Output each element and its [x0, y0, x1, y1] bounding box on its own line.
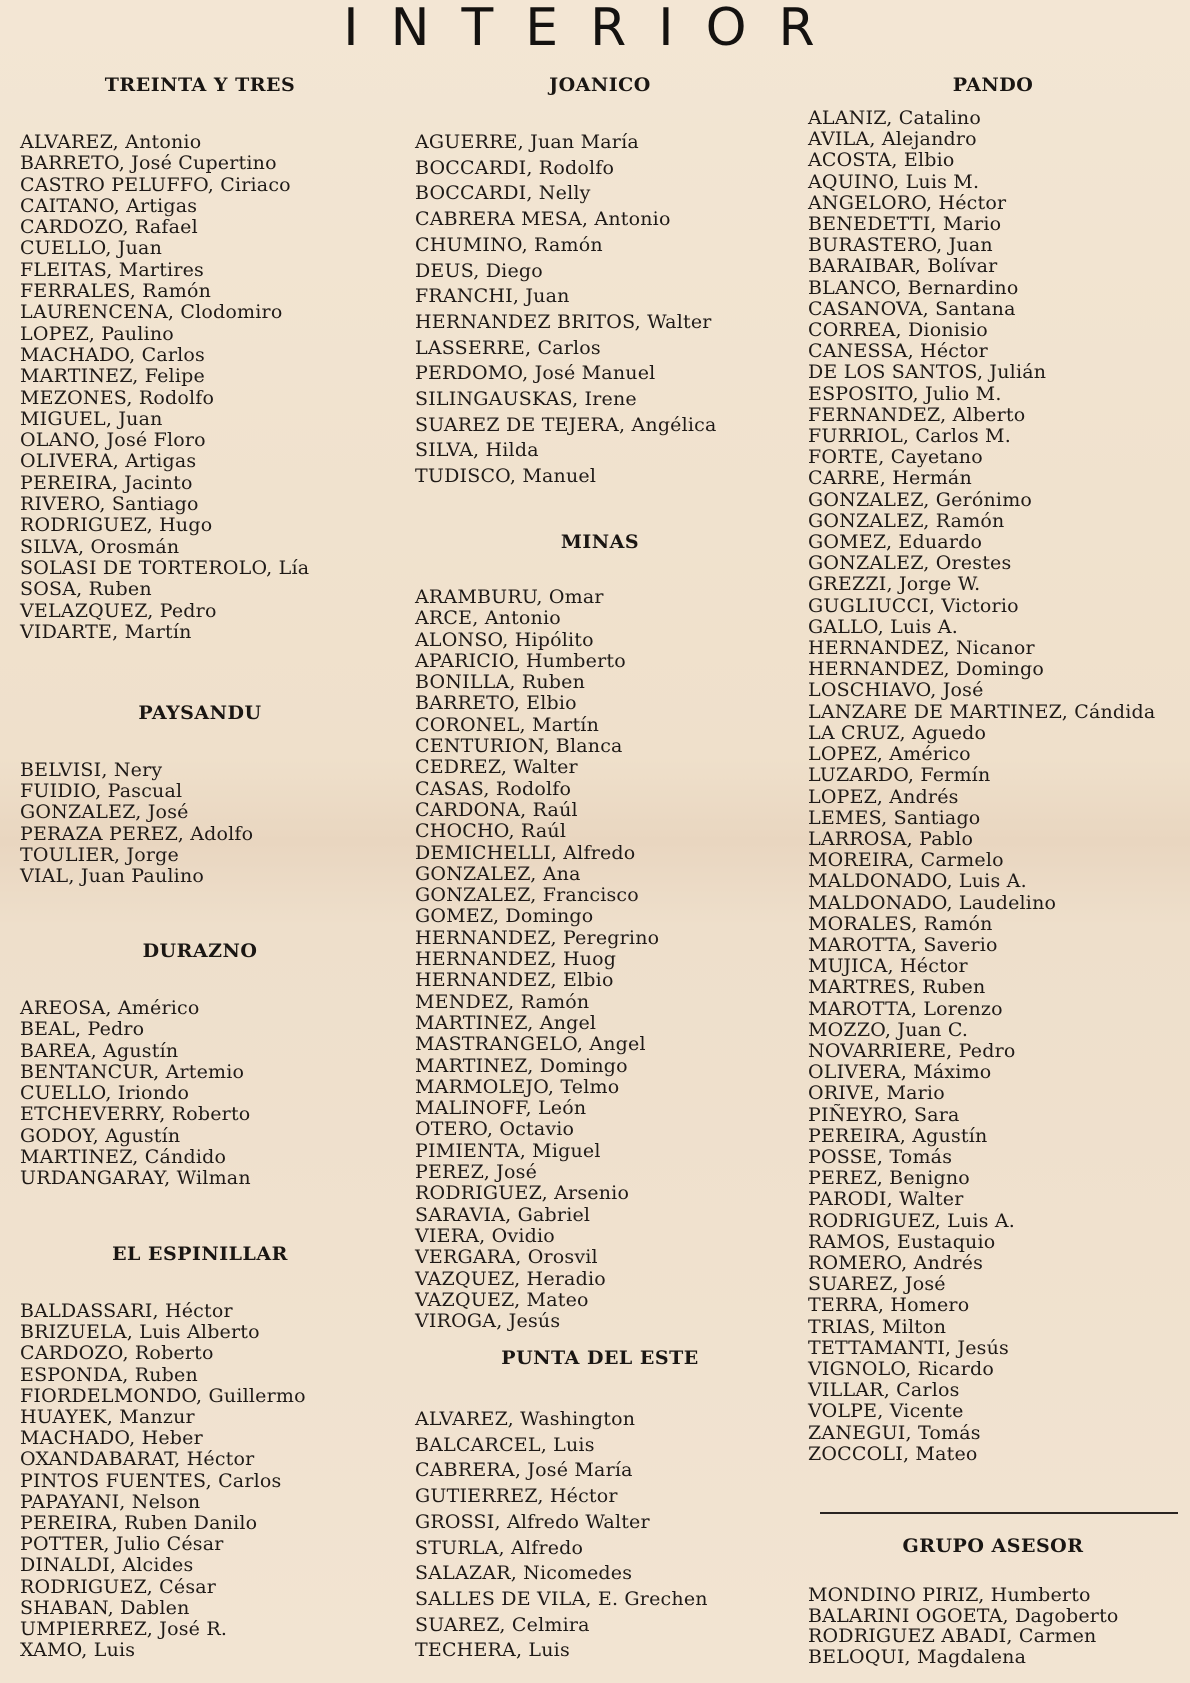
list-item: VAZQUEZ, Mateo — [415, 1288, 589, 1311]
list-item: FLEITAS, Martires — [20, 258, 205, 281]
list-item: GUGLIUCCI, Victorio — [808, 594, 1019, 617]
list-item: PEREIRA, Ruben Danilo — [20, 1512, 258, 1535]
list-item: CORONEL, Martín — [415, 713, 600, 736]
list-item: SILVA, Orosmán — [20, 535, 180, 558]
list-item: VIAL, Juan Paulino — [20, 865, 205, 888]
list-item: GONZALEZ, Ana — [415, 862, 581, 885]
list-item: LOPEZ, Américo — [808, 743, 971, 766]
list-item: GONZALEZ, José — [20, 801, 189, 824]
list-item: MACHADO, Heber — [20, 1427, 203, 1450]
list-item: MAROTTA, Saverio — [808, 933, 998, 956]
list-item: CENTURION, Blanca — [415, 735, 623, 758]
list-item: VIDARTE, Martín — [20, 620, 192, 643]
list-item: VOLPE, Vicente — [808, 1400, 964, 1423]
list-item: RIVERO, Santiago — [20, 493, 199, 516]
section-punta-del-este — [415, 1347, 785, 1664]
list-item: FERNANDEZ, Alberto — [808, 403, 1026, 426]
list-item: PEREZ, José — [415, 1161, 538, 1184]
list-item: DINALDI, Alcides — [20, 1554, 194, 1577]
section-heading: PAYSANDU — [138, 702, 262, 724]
list-item: FRANCHI, Juan — [415, 285, 570, 308]
list-item: RODRIGUEZ ABADI, Carmen — [808, 1625, 1097, 1647]
section-heading: GRUPO ASESOR — [902, 1535, 1084, 1557]
list-item: TRIAS, Milton — [808, 1315, 947, 1338]
section-grupo-asesor — [808, 1535, 1178, 1667]
list-item: VIERA, Ovidio — [415, 1224, 555, 1247]
list-item: CEDREZ, Walter — [415, 756, 578, 779]
list-item: CASAS, Rodolfo — [415, 777, 572, 800]
list-item: GONZALEZ, Gerónimo — [808, 488, 1033, 511]
list-item: CARDOZO, Roberto — [20, 1342, 214, 1365]
list-item: MACHADO, Carlos — [20, 343, 205, 366]
list-item: LUZARDO, Fermín — [808, 764, 991, 787]
name-list — [20, 1301, 380, 1661]
list-item: CORREA, Dionisio — [808, 319, 988, 342]
list-item: CUELLO, Juan — [20, 237, 163, 260]
list-item: DE LOS SANTOS, Julián — [808, 361, 1047, 384]
list-item: AGUERRE, Juan María — [415, 131, 639, 153]
list-item: LOPEZ, Andrés — [808, 785, 959, 808]
list-item: CASTRO PELUFFO, Ciriaco — [20, 173, 291, 196]
list-item: BARRETO, Elbio — [415, 692, 577, 715]
list-item: LARROSA, Pablo — [808, 827, 974, 850]
list-item: ALVAREZ, Washington — [415, 1408, 636, 1430]
list-item: MAROTTA, Lorenzo — [808, 997, 1003, 1020]
list-item: MARMOLEJO, Telmo — [415, 1075, 620, 1098]
list-item: GONZALEZ, Francisco — [415, 884, 639, 907]
name-list — [415, 1407, 785, 1664]
list-item: ESPOSITO, Julio M. — [808, 382, 1002, 405]
section-heading: PANDO — [952, 74, 1034, 96]
list-item: AVILA, Alejandro — [808, 128, 977, 151]
list-item: MOZZO, Juan C. — [808, 1018, 969, 1041]
list-item: XAMO, Luis — [20, 1639, 136, 1662]
list-item: TOULIER, Jorge — [20, 843, 179, 866]
list-item: ALVAREZ, Antonio — [20, 131, 202, 153]
section-joanico — [415, 74, 785, 490]
list-item: PARODI, Walter — [808, 1188, 964, 1211]
list-item: BOCCARDI, Rodolfo — [415, 156, 615, 179]
list-item: MOREIRA, Carmelo — [808, 849, 1004, 872]
list-item: HERNANDEZ, Elbio — [415, 969, 614, 992]
list-item: MARTRES, Ruben — [808, 976, 986, 999]
list-item: RAMOS, Eustaquio — [808, 1230, 996, 1253]
name-list — [415, 587, 785, 1332]
list-item: TECHERA, Luis — [415, 1639, 570, 1662]
list-item: ALANIZ, Catalino — [808, 107, 981, 129]
list-item: MARTINEZ, Domingo — [415, 1054, 628, 1077]
section-treinta-y-tres — [20, 74, 380, 643]
list-item: ORIVE, Mario — [808, 1082, 945, 1105]
name-list — [20, 998, 380, 1190]
list-item: RODRIGUEZ, Luis A. — [808, 1209, 1016, 1232]
list-item: BRIZUELA, Luis Alberto — [20, 1321, 260, 1344]
list-item: CASANOVA, Santana — [808, 297, 1016, 320]
list-item: GUTIERREZ, Héctor — [415, 1485, 618, 1508]
list-item: CANESSA, Héctor — [808, 340, 988, 363]
section-minas — [415, 531, 785, 1332]
list-item: HERNANDEZ, Peregrino — [415, 926, 660, 949]
list-item: UMPIERREZ, José R. — [20, 1618, 228, 1641]
list-item: MENDEZ, Ramón — [415, 990, 590, 1013]
list-item: CARDOZO, Rafael — [20, 216, 198, 239]
list-item: FUIDIO, Pascual — [20, 780, 183, 803]
list-item: PAPAYANI, Nelson — [20, 1490, 201, 1513]
list-item: MALINOFF, León — [415, 1097, 587, 1120]
list-item: OXANDABARAT, Héctor — [20, 1448, 255, 1471]
list-item: MORALES, Ramón — [808, 912, 993, 935]
list-item: CARRE, Hermán — [808, 467, 972, 490]
list-item: TETTAMANTI, Jesús — [808, 1336, 1009, 1359]
list-item: VAZQUEZ, Heradio — [415, 1267, 606, 1290]
list-item: FIORDELMONDO, Guillermo — [20, 1384, 306, 1407]
list-item: ZOCCOLI, Mateo — [808, 1442, 978, 1465]
list-item: RODRIGUEZ, Arsenio — [415, 1182, 630, 1205]
list-item: HERNANDEZ, Nicanor — [808, 637, 1035, 660]
list-item: TUDISCO, Manuel — [415, 465, 597, 488]
list-item: BARAIBAR, Bolívar — [808, 255, 998, 278]
list-item: MUJICA, Héctor — [808, 955, 968, 978]
list-item: BALDASSARI, Héctor — [20, 1300, 233, 1322]
list-item: CABRERA, José María — [415, 1459, 633, 1482]
list-item: APARICIO, Humberto — [415, 649, 626, 672]
list-item: BOCCARDI, Nelly — [415, 182, 591, 205]
list-item: SILVA, Hilda — [415, 439, 539, 462]
list-item: ALONSO, Hipólito — [415, 628, 594, 651]
section-heading: TREINTA Y TRES — [104, 74, 296, 96]
section-paysandu — [20, 702, 380, 887]
list-item: LOPEZ, Paulino — [20, 322, 174, 345]
list-item: AREOSA, Américo — [20, 997, 200, 1019]
list-item: HERNANDEZ, Huog — [415, 948, 617, 971]
list-item: URDANGARAY, Wilman — [20, 1167, 251, 1190]
list-item: ROMERO, Andrés — [808, 1251, 984, 1274]
list-item: GREZZI, Jorge W. — [808, 573, 981, 596]
list-item: OLIVERA, Artigas — [20, 450, 197, 473]
list-item: SOLASI DE TORTEROLO, Lía — [20, 556, 310, 579]
list-item: MALDONADO, Laudelino — [808, 891, 1057, 914]
list-item: CARDONA, Raúl — [415, 798, 578, 821]
list-item: BEAL, Pedro — [20, 1018, 145, 1041]
list-item: SALAZAR, Nicomedes — [415, 1562, 633, 1585]
list-item: MASTRANGELO, Angel — [415, 1033, 646, 1056]
list-item: CUELLO, Iriondo — [20, 1082, 190, 1105]
list-item: GOMEZ, Domingo — [415, 905, 594, 928]
list-item: POSSE, Tomás — [808, 1145, 953, 1168]
list-item: MIGUEL, Juan — [20, 407, 163, 430]
list-item: BELVISI, Nery — [20, 759, 163, 781]
list-item: BALCARCEL, Luis — [415, 1433, 595, 1456]
section-heading: JOANICO — [549, 74, 651, 96]
name-list — [808, 1585, 1178, 1667]
section-el-espinillar — [20, 1243, 380, 1661]
list-item: DEUS, Diego — [415, 259, 543, 282]
page-title: INTERIOR — [343, 0, 847, 58]
list-item: FERRALES, Ramón — [20, 280, 212, 303]
list-item: HUAYEK, Manzur — [20, 1406, 195, 1429]
list-item: GODOY, Agustín — [20, 1124, 181, 1147]
list-item: CAITANO, Artigas — [20, 194, 198, 217]
list-item: LAURENCENA, Clodomiro — [20, 301, 283, 324]
list-item: PERDOMO, José Manuel — [415, 362, 656, 385]
list-item: OLANO, José Floro — [20, 429, 206, 452]
list-item: MARTINEZ, Angel — [415, 1011, 597, 1034]
list-item: GONZALEZ, Orestes — [808, 552, 1012, 575]
name-list — [20, 132, 380, 643]
list-item: BELOQUI, Magdalena — [808, 1645, 1027, 1668]
list-item: RODRIGUEZ, César — [20, 1575, 217, 1598]
list-item: MARTINEZ, Felipe — [20, 365, 205, 388]
list-item: ZANEGUI, Tomás — [808, 1421, 981, 1444]
list-item: OTERO, Octavio — [415, 1118, 575, 1141]
list-item: LANZARE DE MARTINEZ, Cándida — [808, 700, 1156, 723]
list-item: ESPONDA, Ruben — [20, 1363, 198, 1386]
name-list — [20, 760, 380, 887]
list-item: CHUMINO, Ramón — [415, 233, 603, 256]
list-item: MEZONES, Rodolfo — [20, 386, 215, 409]
list-item: HERNANDEZ, Domingo — [808, 658, 1044, 681]
list-item: SILINGAUSKAS, Irene — [415, 388, 637, 411]
list-item: SUAREZ DE TEJERA, Angélica — [415, 413, 717, 436]
list-item: NOVARRIERE, Pedro — [808, 1039, 1016, 1062]
list-item: CABRERA MESA, Antonio — [415, 208, 671, 231]
list-item: GOMEZ, Eduardo — [808, 531, 983, 554]
list-item: SOSA, Ruben — [20, 578, 152, 601]
list-item: RODRIGUEZ, Hugo — [20, 514, 213, 537]
list-item: SHABAN, Dablen — [20, 1596, 190, 1619]
list-item: GONZALEZ, Ramón — [808, 509, 1005, 532]
list-item: STURLA, Alfredo — [415, 1536, 584, 1559]
list-item: SARAVIA, Gabriel — [415, 1203, 591, 1226]
list-item: LOSCHIAVO, José — [808, 679, 984, 702]
list-item: ETCHEVERRY, Roberto — [20, 1103, 251, 1126]
section-heading: PUNTA DEL ESTE — [501, 1347, 699, 1369]
list-item: AQUINO, Luis M. — [808, 170, 980, 193]
list-item: GROSSI, Alfredo Walter — [415, 1510, 650, 1533]
list-item: OLIVERA, Máximo — [808, 1061, 992, 1084]
list-item: PIÑEYRO, Sara — [808, 1103, 960, 1126]
list-item: BENEDETTI, Mario — [808, 213, 1002, 236]
list-item: BARRETO, José Cupertino — [20, 152, 277, 175]
list-item: LASSERRE, Carlos — [415, 336, 601, 359]
section-pando — [808, 74, 1178, 1465]
section-durazno — [20, 940, 380, 1190]
list-item: LEMES, Santiago — [808, 806, 981, 829]
name-list — [808, 108, 1178, 1465]
list-item: VIROGA, Jesús — [415, 1310, 561, 1333]
section-heading: EL ESPINILLAR — [112, 1243, 288, 1265]
list-item: FORTE, Cayetano — [808, 446, 983, 469]
list-item: VIGNOLO, Ricardo — [808, 1357, 995, 1380]
list-item: PEREZ, Benigno — [808, 1167, 970, 1190]
list-item: ANGELORO, Héctor — [808, 191, 1007, 214]
list-item: TERRA, Homero — [808, 1294, 970, 1317]
section-heading: DURAZNO — [142, 940, 258, 962]
list-item: ARAMBURU, Omar — [415, 586, 604, 608]
list-item: ARCE, Antonio — [415, 607, 561, 630]
list-item: GALLO, Luis A. — [808, 615, 958, 638]
list-item: BONILLA, Ruben — [415, 671, 586, 694]
list-item: MARTINEZ, Cándido — [20, 1146, 227, 1169]
list-item: MALDONADO, Luis A. — [808, 870, 1027, 893]
list-item: DEMICHELLI, Alfredo — [415, 841, 636, 864]
section-heading: MINAS — [560, 531, 640, 553]
list-item: VELAZQUEZ, Pedro — [20, 599, 217, 622]
list-item: MONDINO PIRIZ, Humberto — [808, 1584, 1091, 1606]
list-item: VILLAR, Carlos — [808, 1379, 960, 1402]
list-item: BAREA, Agustín — [20, 1039, 179, 1062]
list-item: BENTANCUR, Artemio — [20, 1060, 245, 1083]
list-item: ACOSTA, Elbio — [808, 149, 955, 172]
list-item: PINTOS FUENTES, Carlos — [20, 1469, 282, 1492]
list-item: HERNANDEZ BRITOS, Walter — [415, 310, 712, 333]
list-item: VERGARA, Orosvil — [415, 1246, 598, 1269]
list-item: POTTER, Julio César — [20, 1533, 224, 1556]
name-list — [415, 130, 785, 490]
list-item: PEREIRA, Jacinto — [20, 471, 193, 494]
list-item: PEREIRA, Agustín — [808, 1124, 988, 1147]
list-item: SALLES DE VILA, E. Grechen — [415, 1587, 708, 1610]
list-item: PIMIENTA, Miguel — [415, 1139, 601, 1162]
list-item: BURASTERO, Juan — [808, 234, 993, 257]
list-item: SUAREZ, José — [808, 1273, 946, 1296]
list-item: SUAREZ, Celmira — [415, 1613, 590, 1636]
list-item: PERAZA PEREZ, Adolfo — [20, 822, 254, 845]
list-item: LA CRUZ, Aguedo — [808, 721, 987, 744]
list-item: FURRIOL, Carlos M. — [808, 425, 1011, 448]
list-item: BLANCO, Bernardino — [808, 276, 1019, 299]
divider-line — [820, 1512, 1178, 1514]
list-item: BALARINI OGOETA, Dagoberto — [808, 1604, 1119, 1627]
list-item: CHOCHO, Raúl — [415, 820, 567, 843]
